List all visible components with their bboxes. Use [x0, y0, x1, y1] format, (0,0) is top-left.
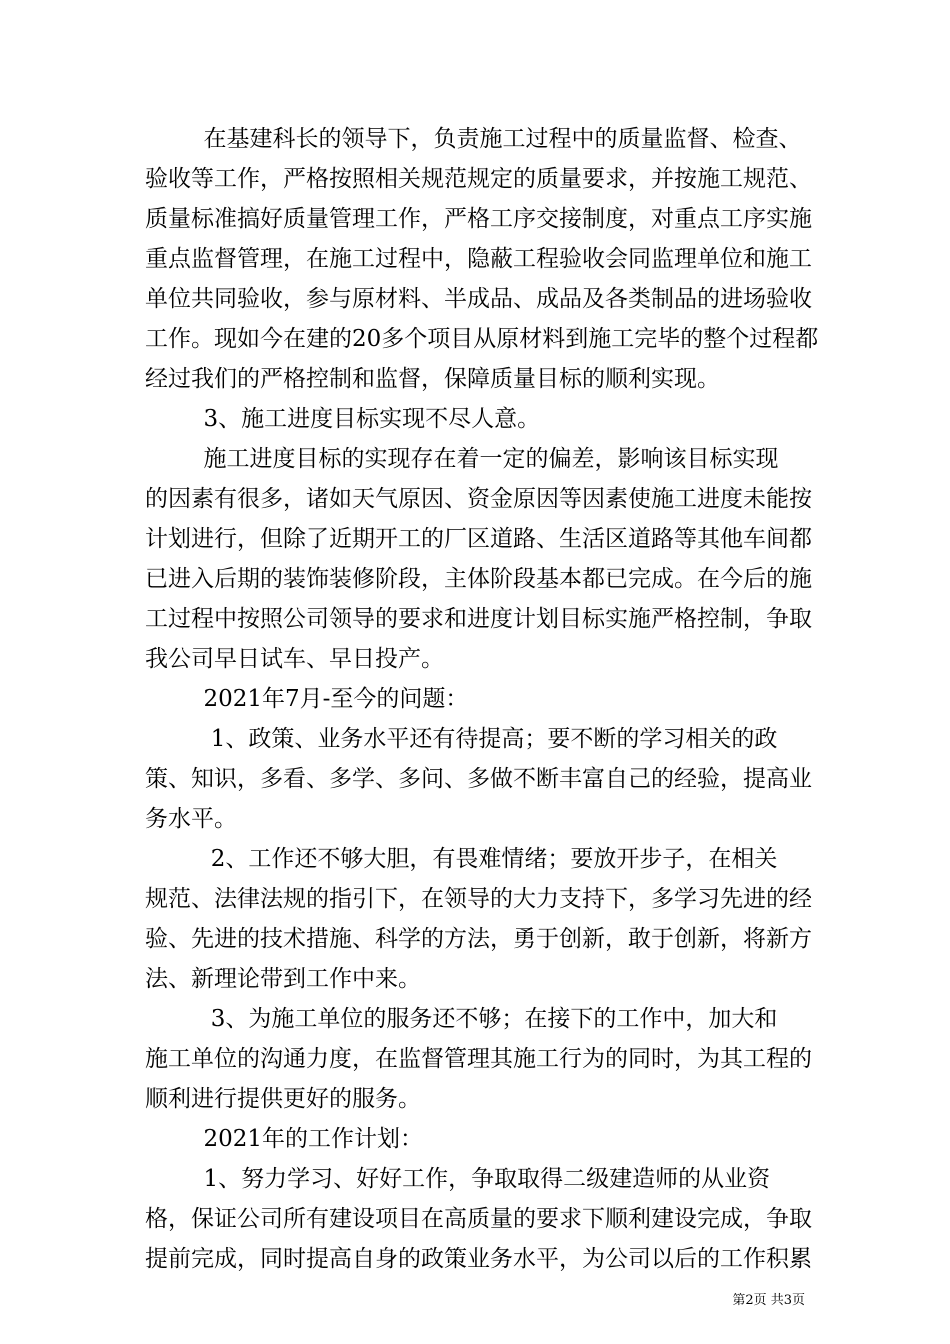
text-line: 验、先进的技术措施、科学的方法，勇于创新，敢于创新，将新方 [145, 926, 812, 952]
text-line: 施工进度目标的实现存在着一定的偏差，影响该目标实现 [145, 446, 779, 472]
text-line: 规范、法律法规的指引下，在领导的大力支持下，多学习先进的经 [145, 886, 812, 912]
text-line: 1、政策、业务水平还有待提高；要不断的学习相关的政 [145, 726, 778, 752]
text-line: 在基建科长的领导下，负责施工过程中的质量监督、检查、 [145, 126, 802, 152]
section-heading: 2021年的工作计划： [145, 1126, 424, 1152]
text-line: 顺利进行提供更好的服务。 [145, 1086, 421, 1112]
text-line: 工过程中按照公司领导的要求和进度计划目标实施严格控制，争取 [145, 606, 812, 632]
text-line: 单位共同验收，参与原材料、半成品、成品及各类制品的进场验收 [145, 286, 812, 312]
section-heading: 3、施工进度目标实现不尽人意。 [145, 406, 541, 432]
text-line: 我公司早日试车、早日投产。 [145, 646, 444, 672]
text-line: 1、努力学习、好好工作，争取取得二级建造师的从业资 [145, 1166, 771, 1192]
text-line: 计划进行，但除了近期开工的厂区道路、生活区道路等其他车间都 [145, 526, 812, 552]
text-line: 重点监督管理，在施工过程中，隐蔽工程验收会同监理单位和施工 [145, 246, 812, 272]
text-line: 2、工作还不够大胆，有畏难情绪；要放开步子，在相关 [145, 846, 778, 872]
text-line: 提前完成，同时提高自身的政策业务水平，为公司以后的工作积累 [145, 1246, 812, 1272]
text-line: 3、为施工单位的服务还不够；在接下的工作中，加大和 [145, 1006, 778, 1032]
text-line: 验收等工作，严格按照相关规范规定的质量要求，并按施工规范、 [145, 166, 812, 192]
text-line: 务水平。 [145, 806, 237, 832]
text-line: 格，保证公司所有建设项目在高质量的要求下顺利建设完成，争取 [145, 1206, 812, 1232]
text-line: 法、新理论带到工作中来。 [145, 966, 421, 992]
page-number-footer: 第2页 共3页 [732, 1293, 805, 1308]
text-line: 工作。现如今在建的20多个项目从原材料到施工完毕的整个过程都 [145, 326, 819, 352]
text-line: 质量标准搞好质量管理工作，严格工序交接制度，对重点工序实施 [145, 206, 812, 232]
text-line: 经过我们的严格控制和监督，保障质量目标的顺利实现。 [145, 366, 720, 392]
text-line: 已进入后期的装饰装修阶段，主体阶段基本都已完成。在今后的施 [145, 566, 812, 592]
text-line: 施工单位的沟通力度，在监督管理其施工行为的同时，为其工程的 [145, 1046, 812, 1072]
text-line: 的因素有很多，诸如天气原因、资金原因等因素使施工进度未能按 [145, 486, 812, 512]
section-heading: 2021年7月-至今的问题： [145, 686, 469, 712]
text-line: 策、知识，多看、多学、多问、多做不断丰富自己的经验，提高业 [145, 766, 812, 792]
